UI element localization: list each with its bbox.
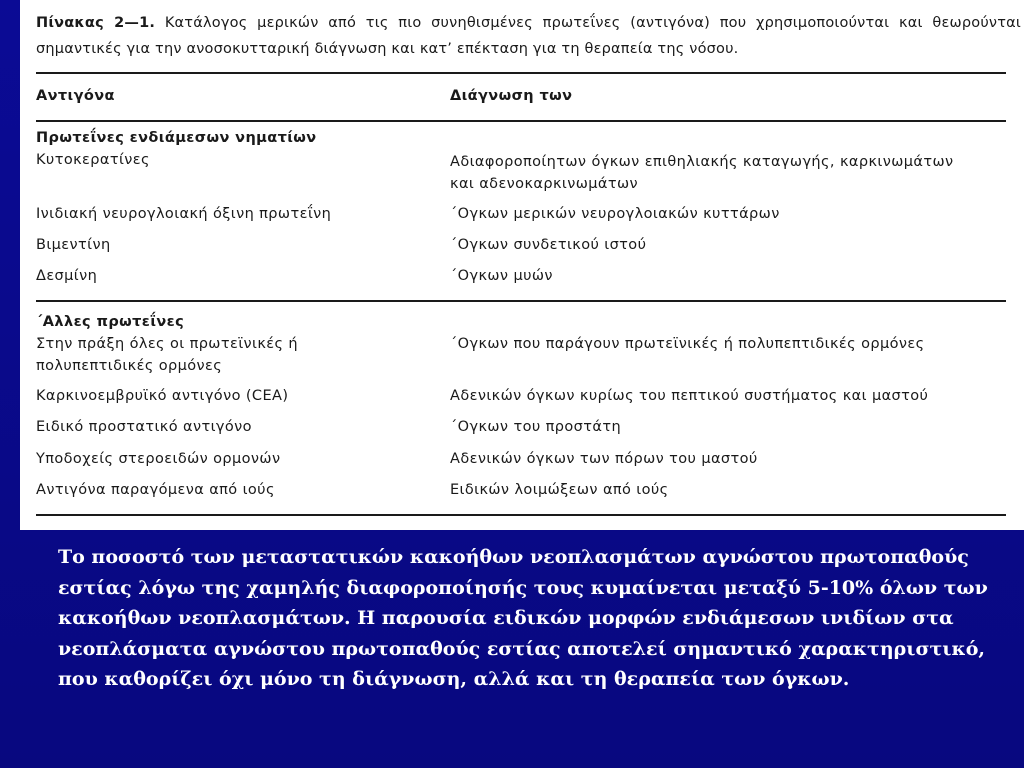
diagnosis-cytokeratins-line1: Αδιαφοροποίητων όγκων επιθηλιακής καταγωγής, καρκινωμάτων (450, 154, 954, 170)
diagnosis-steroid-receptors: Αδενικών όγκων των πόρων του μαστού (450, 451, 758, 467)
antigen-desmin: Δεσμίνη (36, 268, 98, 284)
antigen-viral: Αντιγόνα παραγόμενα από ιούς (36, 482, 275, 498)
diagnosis-psa: ΄Ογκων του προστάτη (450, 419, 622, 435)
antigen-hormones-line1: Στην πράξη όλες οι πρωτεϊνικές ή (36, 336, 299, 352)
scanned-table-image (20, 0, 1024, 530)
table-caption-label: Πίνακας 2—1. (36, 15, 156, 31)
column-header-diagnosis: Διάγνωση των (450, 88, 573, 104)
antigen-cea: Καρκινοεμβρυϊκό αντιγόνο (CEA) (36, 388, 289, 404)
diagnosis-gfap: ΄Ογκων μερικών νευρογλοιακών κυττάρων (450, 206, 780, 222)
diagnosis-hormones: ΄Ογκων που παράγουν πρωτεϊνικές ή πολυπεπτιδικές ορμόνες (450, 336, 925, 352)
top-rule (36, 72, 1006, 74)
diagnosis-cea: Αδενικών όγκων κυρίως του πεπτικού συστήματος και μαστού (450, 388, 929, 404)
antigen-cytokeratins: Κυτοκερατίνες (36, 152, 150, 168)
table-caption (36, 10, 1021, 62)
diagnosis-viral: Ειδικών λοιμώξεων από ιούς (450, 482, 669, 498)
section-title-other-proteins: ΄Αλλες πρωτεΐνες (36, 314, 185, 330)
explanatory-paragraph: Το ποσοστό των μεταστατικών κακοήθων νεοπλασμάτων αγνώστου πρωτοπαθούς εστίας λόγω της χαμηλής διαφοροποίησής τους κυμαίνεται μεταξύ 5-10% όλων των κακοήθων νεοπλασμάτων. Η παρουσία ειδικών μορφών ενδιάμεσων ινιδίων στα νεοπλάσματα αγνώστου πρωτοπαθούς εστίας αποτελεί σημαντικό χαρακτηριστικό, που καθορίζει όχι μόνο τη διάγνωση, αλλά και τη θεραπεία των όγκων. (58, 546, 988, 690)
diagnosis-vimentin: ΄Ογκων συνδετικού ιστού (450, 237, 647, 253)
header-rule (36, 120, 1006, 122)
antigen-hormones-line2: πολυπεπτιδικές ορμόνες (36, 358, 223, 374)
table-caption-text: Κατάλογος μερικών από τις πιο συνηθισμένες πρωτεΐνες (αντιγόνα) που χρησιμοποιούνται και θεωρούνται σημαντικές για την ανοσοκυτταρική διάγνωση και κατ’ επέκταση για τη θεραπεία της νόσου. (36, 15, 1022, 57)
diagnosis-desmin: ΄Ογκων μυών (450, 268, 553, 284)
section-rule (36, 300, 1006, 302)
antigen-psa: Ειδικό προστατικό αντιγόνο (36, 419, 252, 435)
antigen-vimentin: Βιμεντίνη (36, 237, 111, 253)
diagnosis-cytokeratins-line2: και αδενοκαρκινωμάτων (450, 176, 639, 192)
antigen-steroid-receptors: Υποδοχείς στεροειδών ορμονών (36, 451, 281, 467)
bottom-rule (36, 514, 1006, 516)
antigen-gfap: Ινιδιακή νευρογλοιακή όξινη πρωτεΐνη (36, 206, 332, 222)
section-title-intermediate-filaments: Πρωτεΐνες ενδιάμεσων νηματίων (36, 130, 317, 146)
column-header-antigens: Αντιγόνα (36, 88, 115, 104)
